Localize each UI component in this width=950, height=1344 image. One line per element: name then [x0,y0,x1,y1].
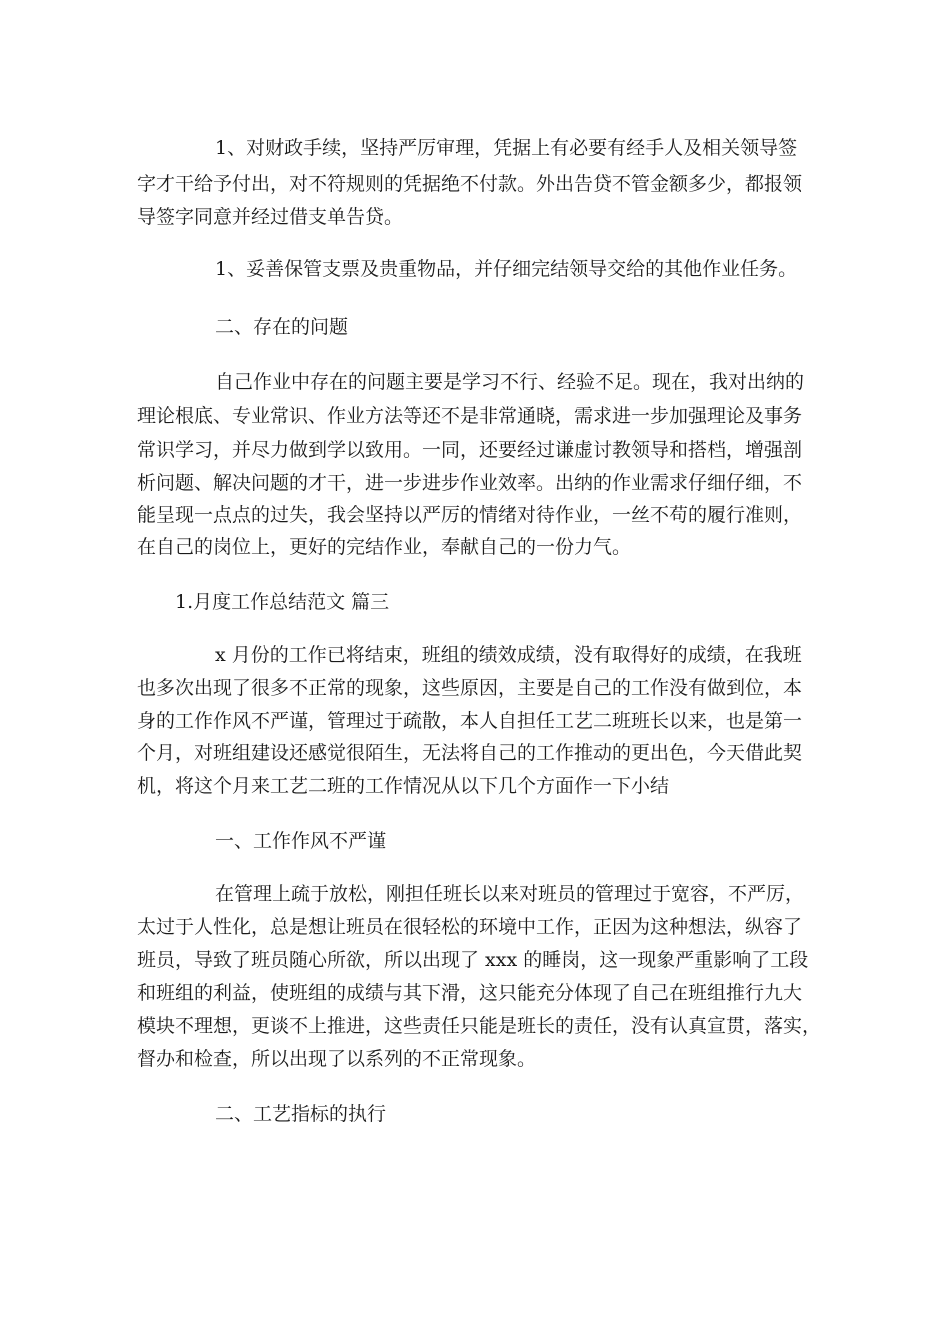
paragraph-line: 也多次出现了很多不正常的现象，这些原因，主要是自己的工作没有做到位，本 [137,677,803,699]
paragraph-line: 能呈现一点点的过失，我会坚持以严厉的情绪对待作业，一丝不苟的履行准则， [137,504,803,526]
paragraph-line: 在管理上疏于放松，刚担任班长以来对班员的管理过于宽容，不严厉， [215,883,805,905]
paragraph-line: x 月份的工作已将结束，班组的绩效成绩，没有取得好的成绩，在我班 [215,644,802,666]
paragraph-line: 身的工作作风不严谨，管理过于疏散，本人自担任工艺二班班长以来，也是第一 [137,710,803,732]
paragraph-line: 机，将这个月来工艺二班的工作情况从以下几个方面作一下小结 [137,775,670,797]
section-heading: 一、工作作风不严谨 [215,830,387,852]
section-heading: 1.月度工作总结范文 篇三 [175,591,390,613]
paragraph-line: 和班组的利益，使班组的成绩与其下滑，这只能充分体现了自己在班组推行九大 [137,982,803,1004]
paragraph-line: 班员，导致了班员随心所欲，所以出现了 xxx 的睡岗，这一现象严重影响了工段 [137,949,809,971]
paragraph-line: 常识学习，并尽力做到学以致用。一同，还要经过谦虚讨教领导和搭档，增强剖 [137,439,803,461]
paragraph-line: 在自己的岗位上，更好的完结作业，奉献自己的一份力气。 [137,536,632,558]
paragraph-line: 析问题、解决问题的才干，进一步进步作业效率。出纳的作业需求仔细仔细，不 [137,472,803,494]
paragraph-line: 导签字同意并经过借支单告贷。 [137,206,404,228]
paragraph-line: 模块不理想，更谈不上推进，这些责任只能是班长的责任，没有认真宣贯，落实， [137,1015,822,1037]
section-heading: 二、工艺指标的执行 [215,1103,387,1125]
paragraph-line: 字才干给予付出，对不符规则的凭据绝不付款。外出告贷不管金额多少，都报领 [137,173,803,195]
paragraph-line: 理论根底、专业常识、作业方法等还不是非常通晓，需求进一步加强理论及事务 [137,405,803,427]
paragraph-line: 自己作业中存在的问题主要是学习不行、经验不足。现在，我对出纳的 [215,371,805,393]
paragraph-line: 1、妥善保管支票及贵重物品，并仔细完结领导交给的其他作业任务。 [215,258,798,280]
paragraph-line: 个月，对班组建设还感觉很陌生，无法将自己的工作推动的更出色，今天借此契 [137,742,803,764]
section-heading: 二、存在的问题 [215,316,349,338]
paragraph-line: 督办和检查，所以出现了以系列的不正常现象。 [137,1048,537,1070]
paragraph-line: 1、对财政手续，坚持严厉审理，凭据上有必要有经手人及相关领导签 [215,137,798,159]
paragraph-line: 太过于人性化，总是想让班员在很轻松的环境中工作，正因为这种想法，纵容了 [137,916,803,938]
